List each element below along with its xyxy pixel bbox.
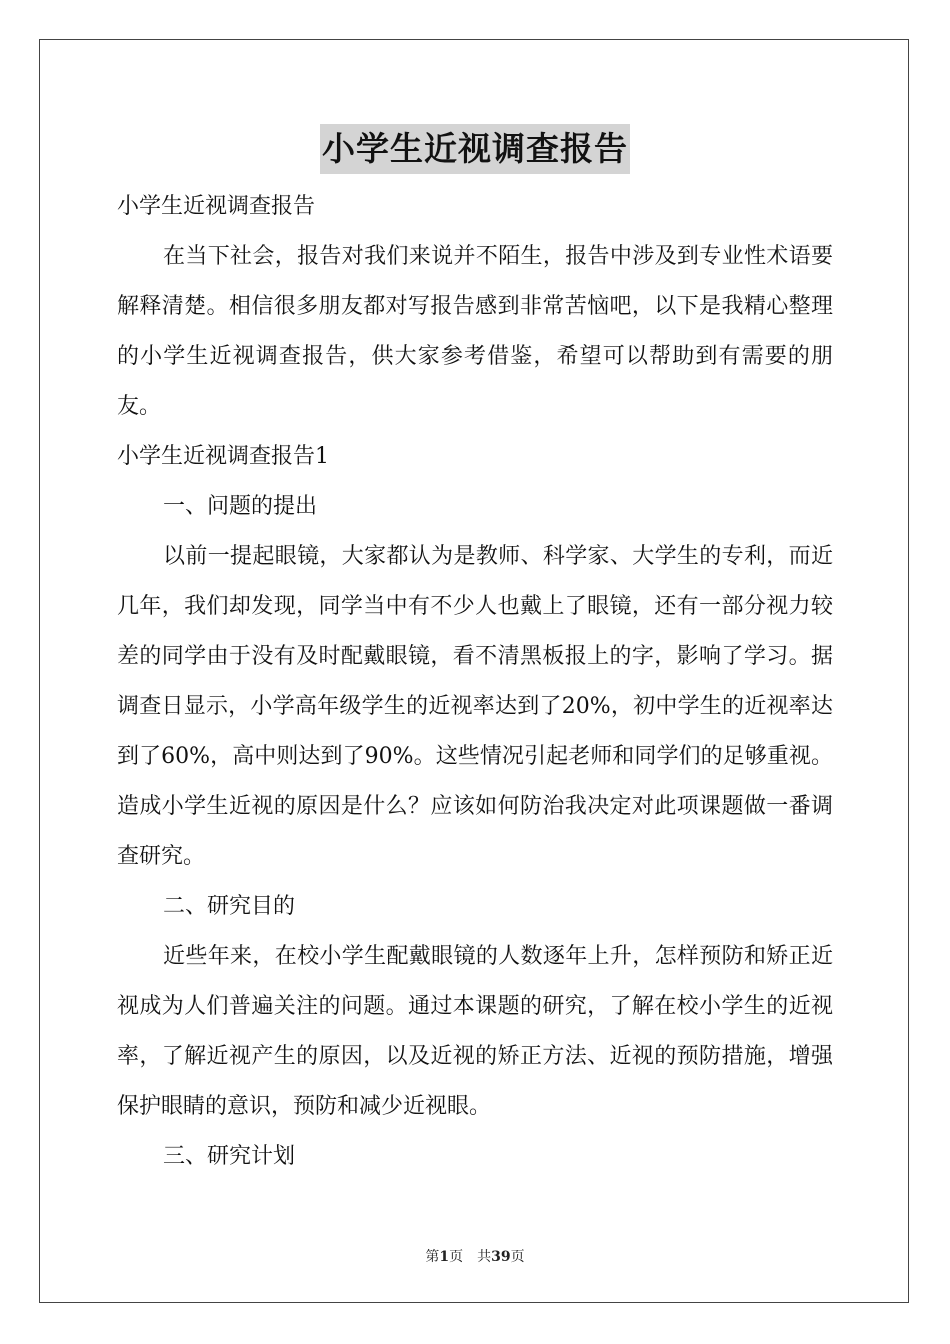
subtitle: 小学生近视调查报告 <box>117 194 316 219</box>
footer-prefix: 第 <box>425 1249 440 1265</box>
footer-page-number: 1 <box>439 1249 450 1265</box>
paragraph-purpose: 近些年来，在校小学生配戴眼镜的人数逐年上升，怎样预防和矫正近视成为人们普遍关注的问题。通过本课题的研究，了解在校小学生的近视率，了解近视产生的原因，以及近视的矫正方法、近视的预防措施，增强保护眼睛的意识，预防和减少近视眼。 <box>117 944 833 1119</box>
page-footer <box>0 1248 950 1266</box>
document-title: 小学生近视调查报告 <box>320 124 630 174</box>
document-body <box>117 182 833 1182</box>
heading-plan: 三、研究计划 <box>163 1144 296 1169</box>
paragraph-problem: 以前一提起眼镜，大家都认为是教师、科学家、大学生的专利，而近几年，我们却发现，同学当中有不少人也戴上了眼镜，还有一部分视力较差的同学由于没有及时配戴眼镜，看不清黑板报上的字，影响了学习。据调查日显示，小学高年级学生的近视率达到了20%，初中学生的近视率达到了60%，高中则达到了90%。这些情况引起老师和同学们的足够重视。造成小学生近视的原因是什么？应该如何防治我决定对此项课题做一番调查研究。 <box>117 544 833 869</box>
section-title: 小学生近视调查报告1 <box>117 444 329 469</box>
title-container <box>0 124 950 174</box>
heading-problem: 一、问题的提出 <box>163 494 318 519</box>
intro-paragraph: 在当下社会，报告对我们来说并不陌生，报告中涉及到专业性术语要解释清楚。相信很多朋友都对写报告感到非常苦恼吧，以下是我精心整理的小学生近视调查报告，供大家参考借鉴，希望可以帮助到有需要的朋友。 <box>117 244 833 419</box>
footer-page-total: 39 <box>491 1249 511 1265</box>
footer-suffix: 页 <box>510 1249 525 1265</box>
footer-mid: 页 共 <box>449 1249 492 1265</box>
heading-purpose: 二、研究目的 <box>163 894 296 919</box>
